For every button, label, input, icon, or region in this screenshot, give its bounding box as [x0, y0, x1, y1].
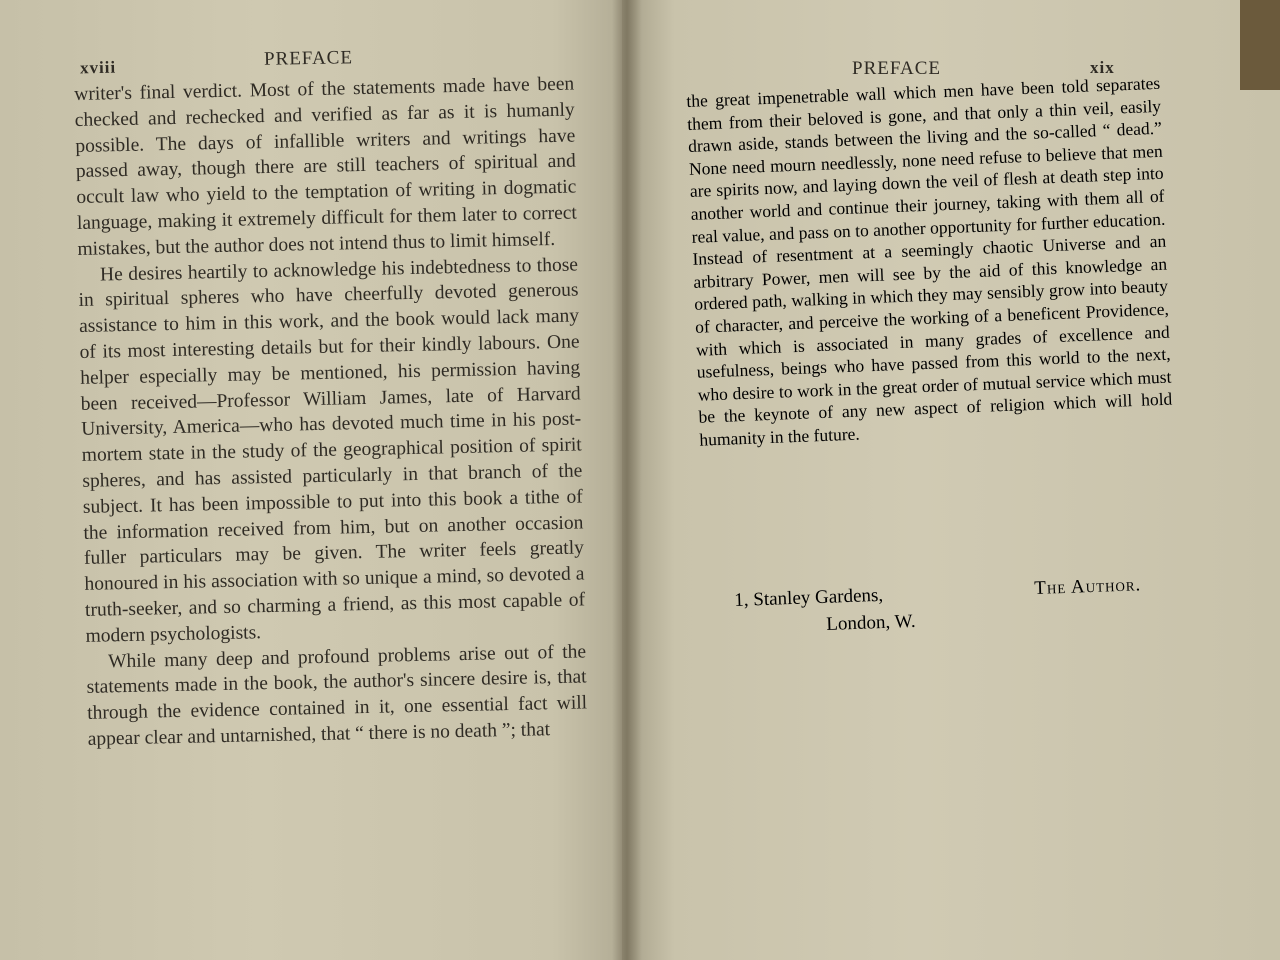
left-running-head: PREFACE	[263, 47, 354, 70]
signature: The Author.	[1034, 574, 1142, 599]
left-paragraph-1: writer's final verdict. Most of the statements made have been checked and rechecked and verified as far as it is humanly possible. The days of infallible writers and writings have passed away, though there are still teachers of spiritual and occult law who yield to the temptation of writing in dogmatic language, making it extremely difficult for them later to correct mistakes, but the author does not intend thus to limit himself.	[74, 73, 578, 260]
table-corner	[1240, 0, 1280, 90]
address-line-1: 1, Stanley Gardens,	[734, 584, 884, 611]
left-text-block	[74, 72, 588, 753]
left-paragraph-2: He desires heartily to acknowledge his indebtedness to those in spiritual spheres who have cheerfully devoted generous assistance to him in this work, and the book would lack many of its most interesting details but for their kindly labours. One helper especially may be mentioned, his permission having been received—Professor William James, late of Harvard University, America—who has devoted much time in his post-mortem state in the study of the geographical position of spirit spheres, and has assisted particularly in that branch of the subject. It has been impossible to put into this book a tithe of the information received from him, but on another occasion fuller particulars may be given. The writer feels greatly honoured in his association with so unique a mind, so devoted a truth-seeker, and so charming a friend, as this most capable of modern psychologists.	[78, 254, 586, 647]
left-paragraph-3: While many deep and profound problems arise out of the statements made in the book, the author's sincere desire is, that through the evidence contained in it, one essential fact will appear clear and untarnished, that “ there is no death ”; that	[86, 640, 588, 750]
address-line-2: London, W.	[826, 610, 916, 635]
right-paragraph: the great impenetrable wall which men have been told separates them from their beloved is gone, and that only a thin veil, easily drawn aside, stands between the living and the so-called “ dead.” None need mourn needlessly, none need refuse to believe that men are spirits now, and laying down the veil of flesh at death step into another world and continue their journey, taking with them all of real value, and pass on to another opportunity for further education. Instead of resentment at a seemingly chaotic Universe and an arbitrary Power, men will see by the aid of this knowledge an ordered path, walking in which they may sensibly grow into beauty of character, and perceive the working of a beneficent Providence, with which is associated in many grades of excellence and usefulness, beings who have passed from this world to the next, who desire to work in the great order of mutual service which must be the keynote of any new aspect of religion which will hold humanity in the future.	[686, 72, 1173, 450]
right-running-head: PREFACE	[852, 58, 942, 79]
left-folio: xviii	[79, 57, 117, 78]
right-folio: xix	[1090, 58, 1115, 77]
right-text-block	[686, 72, 1174, 451]
